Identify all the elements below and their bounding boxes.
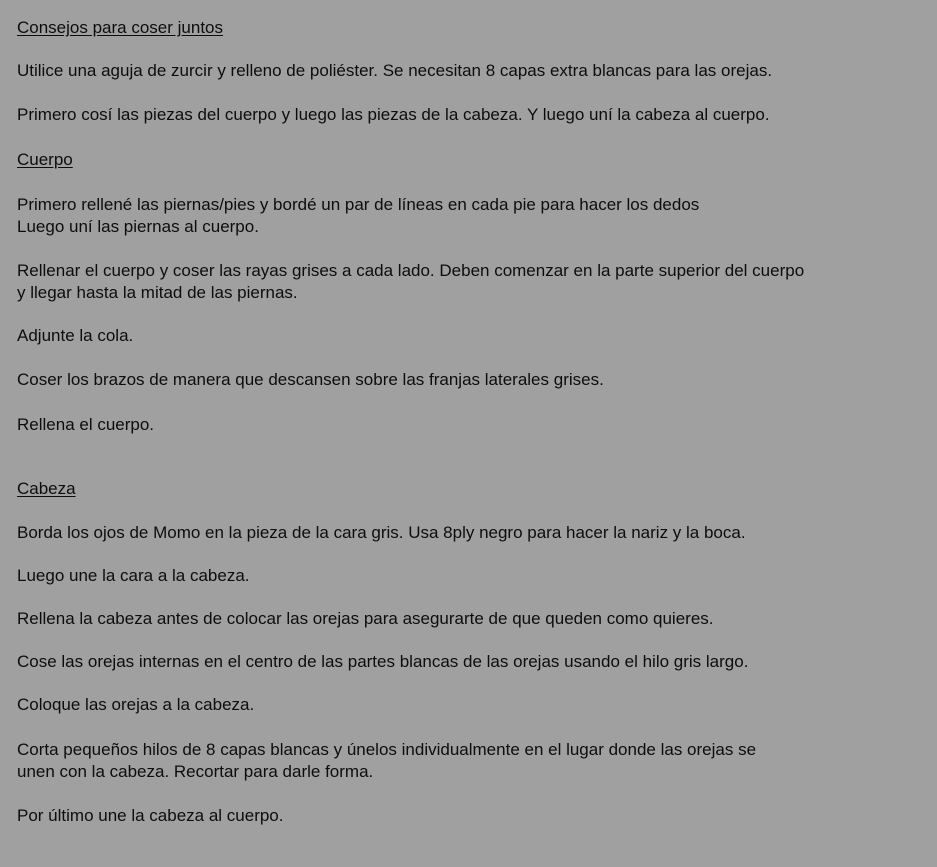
heading-head: Cabeza [17,479,76,498]
paragraph-place-ears: Coloque las orejas a la cabeza. [17,695,255,714]
paragraph-legs-line-1: Primero rellené las piernas/pies y bordé un par de líneas en cada pie para hacer los dedos [17,195,700,214]
paragraph-stripes-line-1: Rellenar el cuerpo y coser las rayas grises a cada lado. Deben comenzar en la parte superior del cuerpo [17,261,805,280]
heading-body: Cuerpo [17,150,73,169]
paragraph-ear-threads-line-2: unen con la cabeza. Recortar para darle forma. [17,762,374,781]
paragraph-arms: Coser los brazos de manera que descansen sobre las franjas laterales grises. [17,370,604,389]
paragraph-stuff-head: Rellena la cabeza antes de colocar las orejas para asegurarte de que queden como quieres. [17,609,714,628]
paragraph-sewing-order: Primero cosí las piezas del cuerpo y luego las piezas de la cabeza. Y luego uní la cabeza al cuerpo. [17,105,770,124]
paragraph-materials: Utilice una aguja de zurcir y relleno de poliéster. Se necesitan 8 capas extra blancas para las orejas. [17,61,773,80]
paragraph-stripes-line-2: y llegar hasta la mitad de las piernas. [17,283,298,302]
paragraph-ear-threads-line-1: Corta pequeños hilos de 8 capas blancas y únelos individualmente en el lugar donde las orejas se [17,740,757,759]
paragraph-inner-ears: Cose las orejas internas en el centro de las partes blancas de las orejas usando el hilo gris largo. [17,652,749,671]
heading-sewing-tips: Consejos para coser juntos [17,18,224,37]
paragraph-legs-line-2: Luego uní las piernas al cuerpo. [17,217,259,236]
paragraph-face: Luego une la cara a la cabeza. [17,566,250,585]
paragraph-tail: Adjunte la cola. [17,326,134,345]
paragraph-attach-head: Por último une la cabeza al cuerpo. [17,806,284,825]
instructions-document [17,17,929,826]
paragraph-stuff-body: Rellena el cuerpo. [17,415,155,434]
paragraph-eyes: Borda los ojos de Momo en la pieza de la cara gris. Usa 8ply negro para hacer la nariz y la boca. [17,523,746,542]
